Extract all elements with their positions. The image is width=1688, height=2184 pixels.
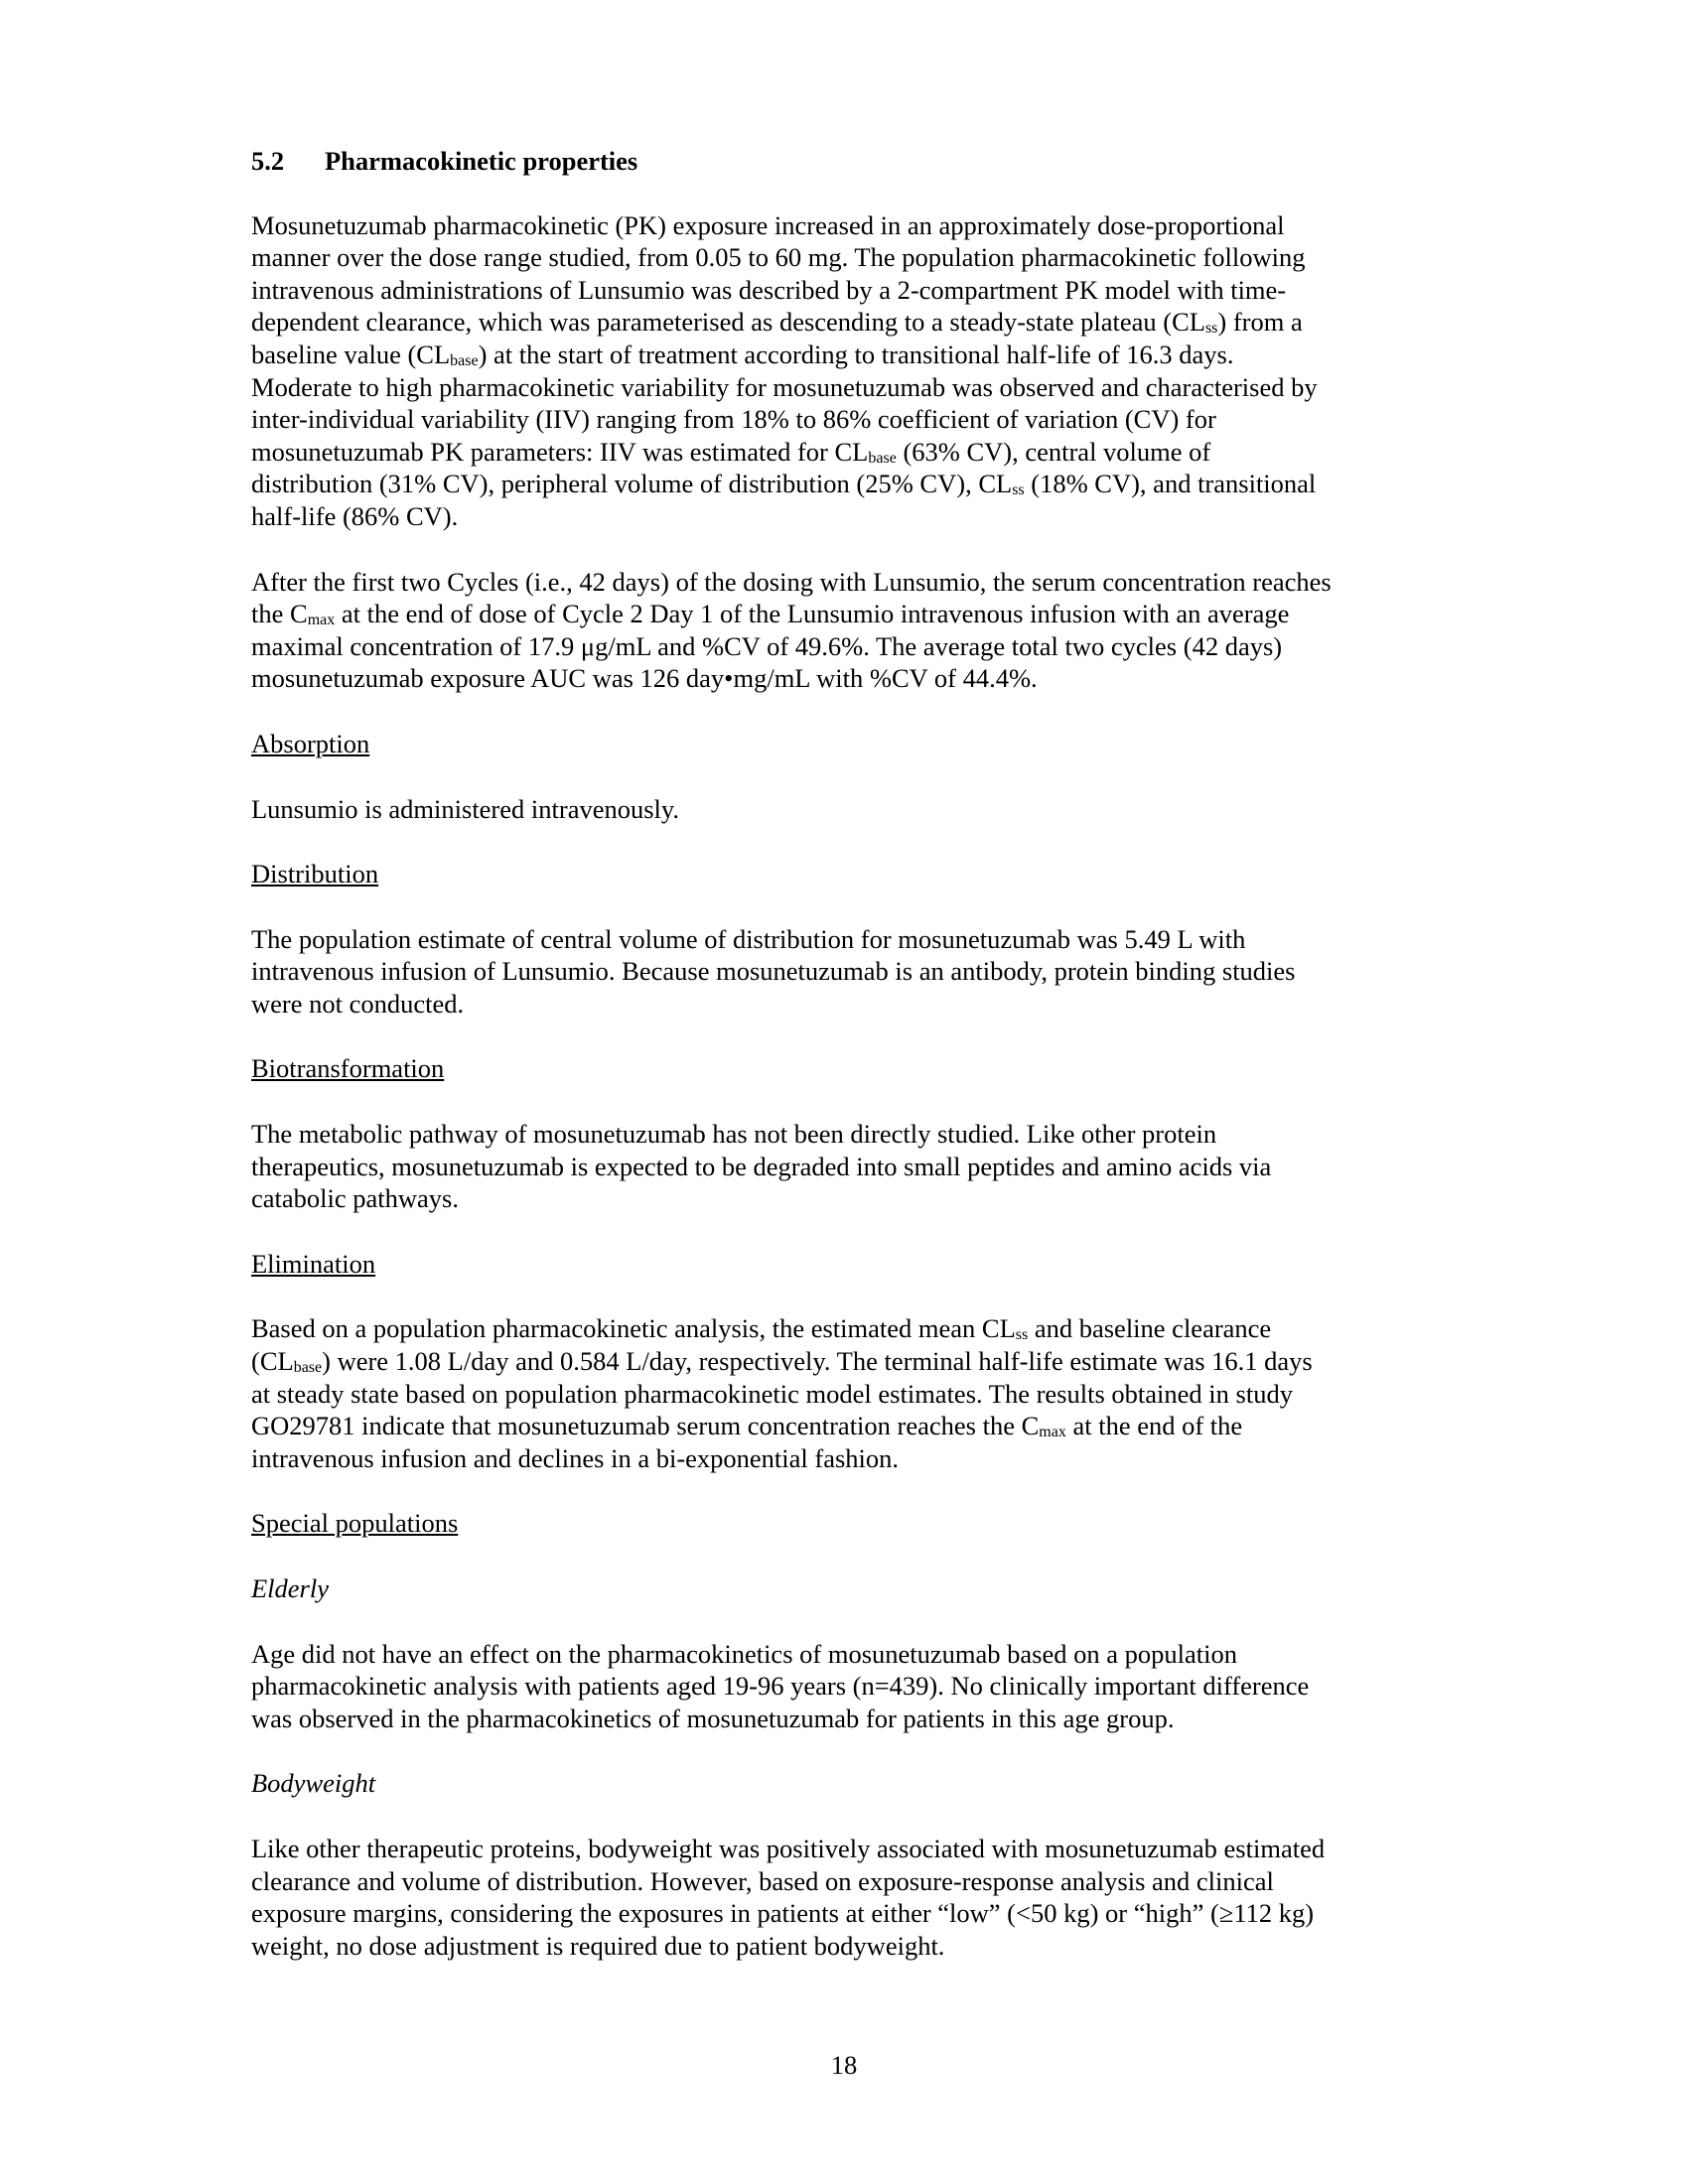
bodyweight-paragraph (251, 1833, 1473, 1962)
text-line: Lunsumio is administered intravenously. (251, 793, 680, 824)
text-line (251, 1410, 1473, 1442)
text-line: pharmacokinetic analysis with patients aged 19-96 years (n=439). No clinically important difference (251, 1671, 1310, 1702)
subscript: ss (1015, 1326, 1029, 1344)
special-populations-heading: Special populations (251, 1508, 459, 1539)
text-fragment: ) at the start of treatment according to transitional half-life of 16.3 days. (478, 339, 1234, 369)
subscript: ss (1012, 481, 1025, 499)
intro-paragraph-1 (251, 209, 1473, 533)
text-line: was observed in the pharmacokinetics of mosunetuzumab for patients in this age group. (251, 1703, 1175, 1733)
text-line: maximal concentration of 17.9 μg/mL and %CV of 49.6%. The average total two cycles (42 days) (251, 630, 1283, 661)
text-line (251, 436, 1473, 469)
distribution-heading: Distribution (251, 859, 379, 889)
biotransformation-heading: Biotransformation (251, 1053, 445, 1084)
biotransformation-paragraph (251, 1118, 1473, 1215)
section-number: 5.2 (251, 146, 285, 176)
text-line: After the first two Cycles (i.e., 42 days) of the dosing with Lunsumio, the serum concentration reaches (251, 566, 1332, 597)
text-fragment: mosunetuzumab PK parameters: IIV was estimated for CL (251, 436, 869, 467)
text-line: half-life (86% CV). (251, 500, 459, 531)
text-line: intravenous infusion and declines in a bi-exponential fashion. (251, 1442, 900, 1473)
text-line (251, 468, 1473, 500)
text-line: intravenous administrations of Lunsumio was described by a 2-compartment PK model with time- (251, 274, 1287, 305)
text-fragment: ) from a (1217, 307, 1303, 338)
text-line (251, 306, 1473, 339)
text-line: mosunetuzumab exposure AUC was 126 day•mg/mL with %CV of 44.4%. (251, 663, 1038, 694)
text-line (251, 1345, 1473, 1378)
text-fragment: baseline value (CL (251, 339, 451, 369)
distribution-paragraph (251, 923, 1473, 1021)
text-fragment: ) were 1.08 L/day and 0.584 L/day, respectively. The terminal half-life estimate was 16.1 days (322, 1346, 1313, 1377)
text-line: The metabolic pathway of mosunetuzumab has not been directly studied. Like other protein (251, 1119, 1217, 1150)
text-line: intravenous infusion of Lunsumio. Because mosunetuzumab is an antibody, protein binding studies (251, 956, 1296, 987)
intro-paragraph-2 (251, 566, 1473, 695)
text-fragment: (63% CV), central volume of (896, 436, 1211, 467)
subscript: base (293, 1359, 323, 1377)
text-line: manner over the dose range studied, from 0.05 to 60 mg. The population pharmacokinetic following (251, 242, 1306, 273)
text-line: clearance and volume of distribution. However, based on exposure-response analysis and clinical (251, 1865, 1274, 1896)
text-line (251, 1312, 1473, 1345)
subscript: base (450, 351, 479, 369)
elimination-heading: Elimination (251, 1248, 376, 1279)
bodyweight-heading: Bodyweight (251, 1768, 376, 1799)
subscript: max (307, 612, 336, 629)
text-line (251, 339, 1473, 371)
text-line (251, 598, 1473, 630)
document-page (251, 145, 1473, 1994)
text-line: catabolic pathways. (251, 1183, 459, 1214)
text-line: exposure margins, considering the exposures in patients at either “low” (<50 kg) or “high” (≥112 kg) (251, 1898, 1315, 1929)
text-line: at steady state based on population pharmacokinetic model estimates. The results obtained in study (251, 1378, 1293, 1409)
elderly-heading: Elderly (251, 1573, 329, 1603)
elderly-paragraph (251, 1638, 1473, 1735)
text-fragment: (CL (251, 1346, 294, 1377)
text-line: weight, no dose adjustment is required due to patient bodyweight. (251, 1930, 945, 1961)
page-number: 18 (830, 2050, 858, 2080)
text-fragment: the C (251, 599, 308, 629)
text-line: Moderate to high pharmacokinetic variability for mosunetuzumab was observed and characterised by (251, 371, 1318, 402)
absorption-heading: Absorption (251, 728, 370, 758)
absorption-paragraph (251, 793, 1473, 826)
text-line: Like other therapeutic proteins, bodyweight was positively associated with mosunetuzumab estimated (251, 1833, 1326, 1863)
elimination-paragraph (251, 1312, 1473, 1474)
text-line: Mosunetuzumab pharmacokinetic (PK) exposure increased in an approximately dose-proportional (251, 209, 1285, 240)
subscript: ss (1204, 320, 1218, 338)
text-line: inter-individual variability (IIV) ranging from 18% to 86% coefficient of variation (CV) for (251, 404, 1216, 435)
text-line: therapeutics, mosunetuzumab is expected to be degraded into small peptides and amino acids via (251, 1151, 1272, 1181)
section-title: Pharmacokinetic properties (325, 146, 638, 176)
text-line: The population estimate of central volume of distribution for mosunetuzumab was 5.49 L with (251, 923, 1246, 954)
text-fragment: and baseline clearance (1028, 1313, 1272, 1344)
text-fragment: (18% CV), and transitional (1024, 469, 1317, 499)
text-fragment: Based on a population pharmacokinetic analysis, the estimated mean CL (251, 1313, 1016, 1344)
text-fragment: distribution (31% CV), peripheral volume of distribution (25% CV), CL (251, 469, 1013, 499)
text-line: were not conducted. (251, 988, 465, 1019)
subscript: base (868, 449, 897, 467)
text-line: Age did not have an effect on the pharmacokinetics of mosunetuzumab based on a population (251, 1638, 1237, 1669)
text-fragment: dependent clearance, which was parameterised as descending to a steady-state plateau (CL (251, 307, 1205, 338)
text-fragment: at the end of the (1065, 1411, 1243, 1441)
subscript: max (1039, 1424, 1066, 1441)
text-fragment: GO29781 indicate that mosunetuzumab serum concentration reaches the C (251, 1411, 1040, 1441)
section-heading (251, 145, 1473, 178)
text-fragment: at the end of dose of Cycle 2 Day 1 of the Lunsumio intravenous infusion with an average (335, 599, 1290, 629)
